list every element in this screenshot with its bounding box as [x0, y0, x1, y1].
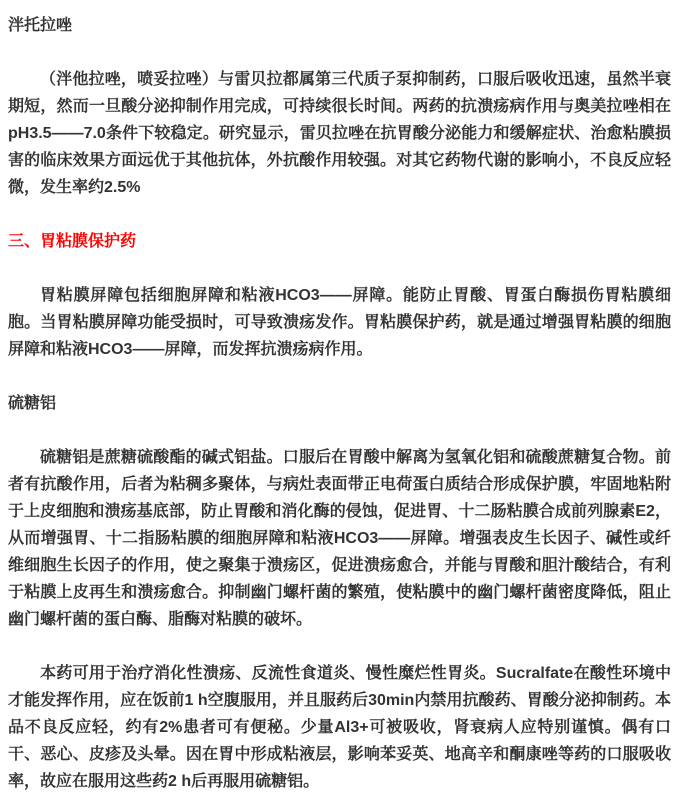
paragraph-mucosa-barrier: 胃粘膜屏障包括细胞屏障和粘液HCO3——屏障。能防止胃酸、胃蛋白酶损伤胃粘膜细胞。当胃粘膜屏障功能受损时，可导致溃疡发作。胃粘膜保护药，就是通过增强胃粘膜的细胞屏障和粘液HCO3——屏障，而发挥抗溃疡病作用。: [8, 287, 671, 358]
section-title-sucralfate: 硫糖铝: [8, 395, 57, 412]
paragraph-sucralfate-clinical-use: 本药可用于治疗消化性溃疡、反流性食道炎、慢性糜烂性胃炎。Sucralfate在酸性环境中才能发挥作用，应在饭前1 h空腹服用，并且服药后30min内禁用抗酸药、胃酸分泌抑制药。本品不良反应轻，约有2%患者可有便秘。少量Al3+可被吸收，肾衰病人应特别谨慎。偶有口干、恶心、皮疹及头晕。因在胃中形成粘液层，影响苯妥英、地高辛和酮康唑等药的口服吸收率，故应在服用这些药2 h后再服用硫糖铝。: [8, 665, 671, 790]
paragraph-sucralfate-pharmacology: 硫糖铝是蔗糖硫酸酯的碱式铝盐。口服后在胃酸中解离为氢氧化铝和硫酸蔗糖复合物。前者有抗酸作用，后者为粘稠多聚体，与病灶表面带正电荷蛋白质结合形成保护膜，牢固地粘附于上皮细胞和溃疡基底部，防止胃酸和消化酶的侵蚀，促进胃、十二肠粘膜合成前列腺素E2，从而增强胃、十二指肠粘膜的细胞屏障和粘液HCO3——屏障。增强表皮生长因子、碱性或纤维细胞生长因子的作用，使之聚集于溃疡区，促进溃疡愈合，并能与胃酸和胆汁酸结合，有利于粘膜上皮再生和溃疡愈合。抑制幽门螺杆菌的繁殖，使粘膜中的幽门螺杆菌密度降低，阻止幽门螺杆菌的蛋白酶、脂酶对粘膜的破坏。: [8, 449, 671, 628]
section-heading-gastric-mucosa-protective-drugs: 三、胃粘膜保护药: [8, 233, 137, 250]
section-title-pantoprazole: 泮托拉唑: [8, 17, 73, 34]
paragraph-pantoprazole-description: （泮他拉唑，喷妥拉唑）与雷贝拉都属第三代质子泵抑制药，口服后吸收迅速，虽然半衰期短，然而一旦酸分泌抑制作用完成，可持续很长时间。两药的抗溃疡病作用与奥美拉唑相在pH3.5——7.0条件下较稳定。研究显示，雷贝拉唑在抗胃酸分泌能力和缓解症状、治愈粘膜损害的临床效果方面远优于其他抗体，外抗酸作用较强。对其它药物代谢的影响小，不良反应轻微，发生率约2.5%: [8, 71, 671, 196]
